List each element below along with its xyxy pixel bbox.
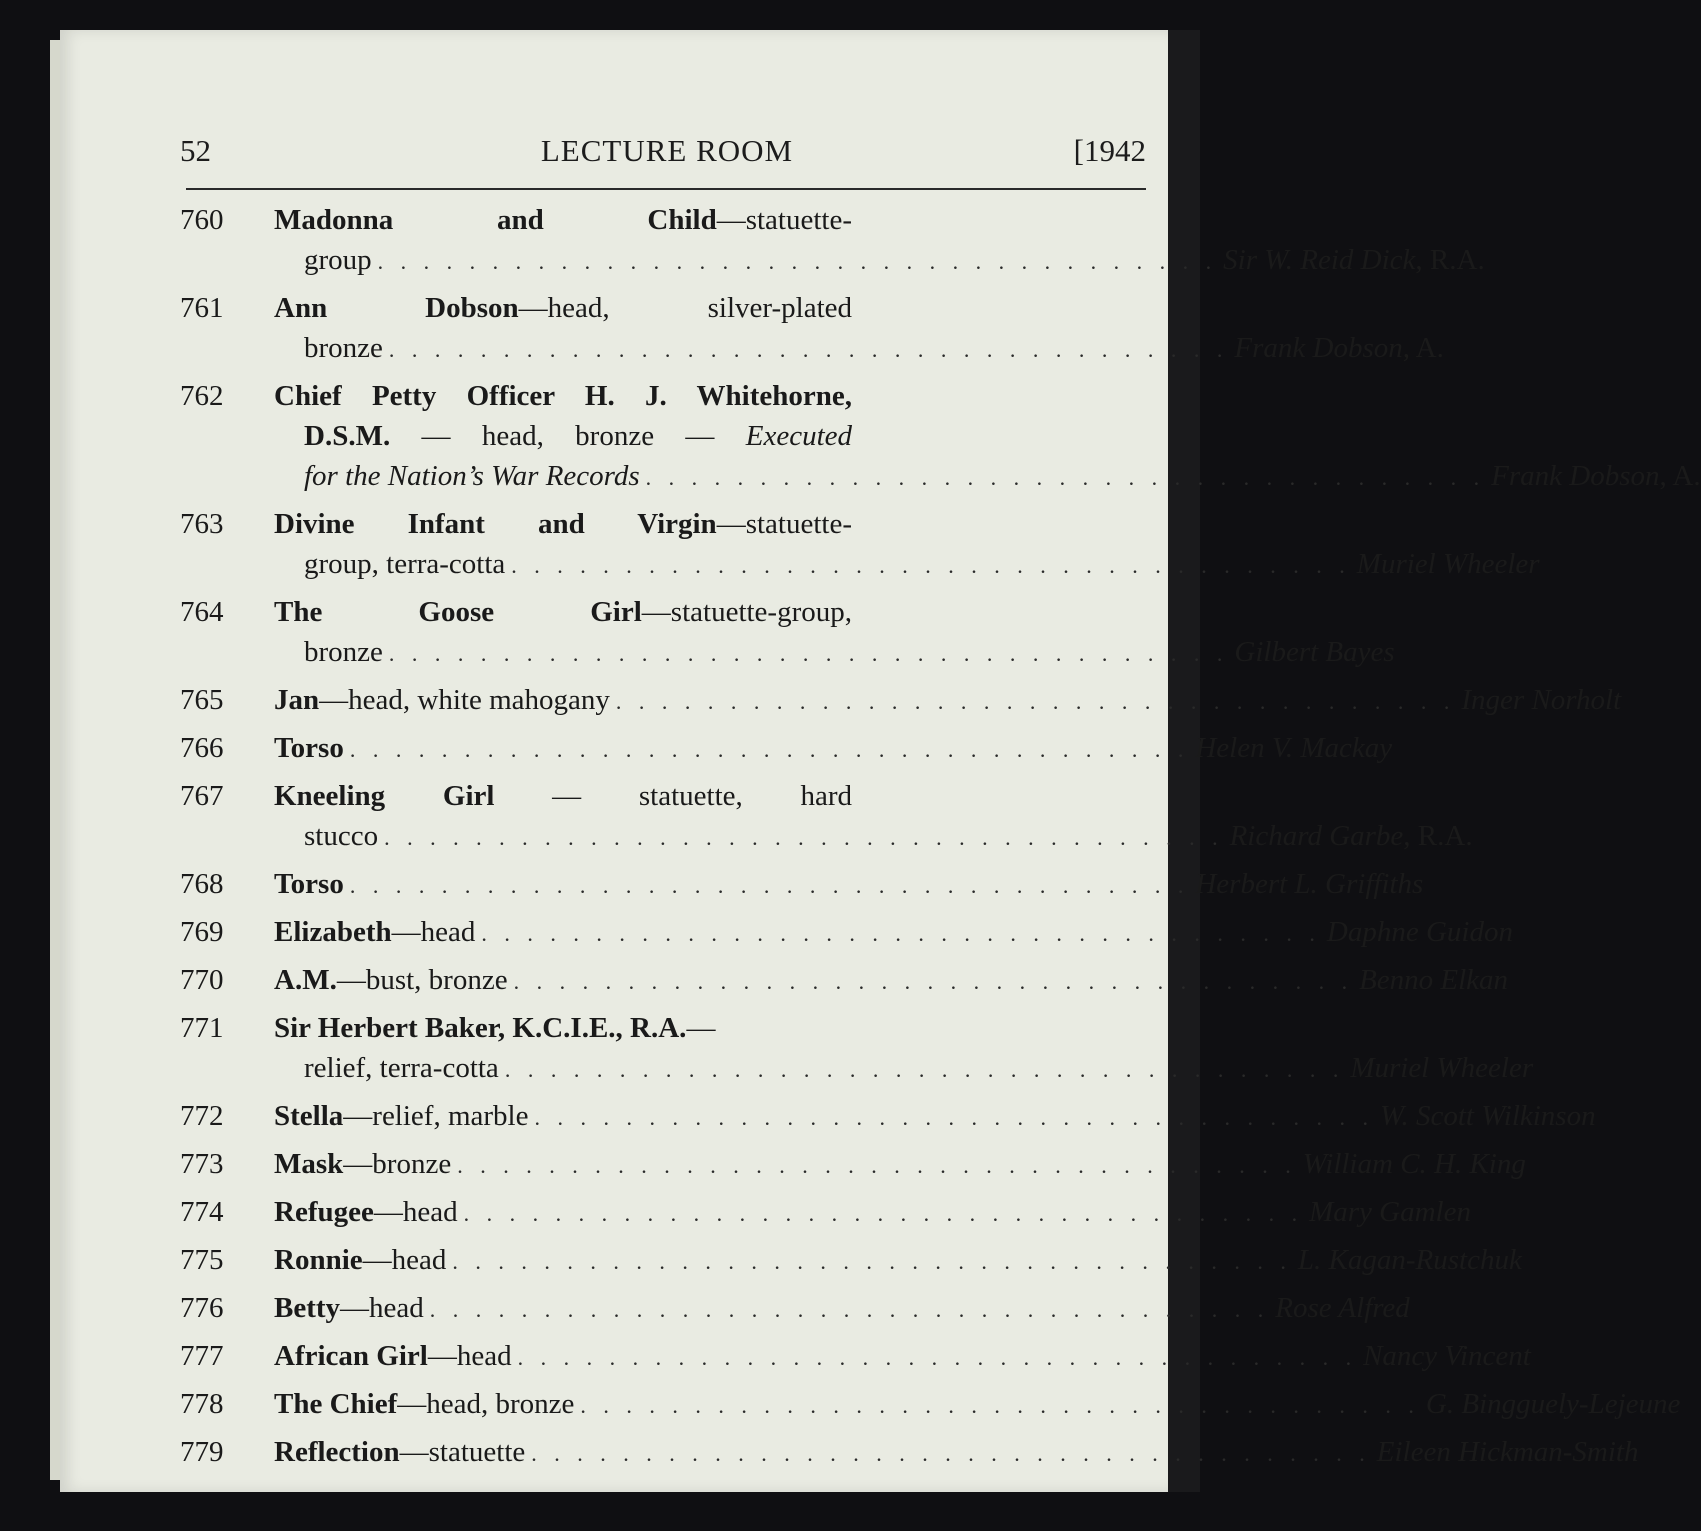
entry-title: The Goose Girl	[274, 596, 642, 628]
entry-number: 762	[180, 380, 224, 412]
entry-artist: Richard Garbe	[1229, 820, 1404, 852]
page-header	[180, 133, 1146, 173]
entry-title: Ronnie	[274, 1244, 363, 1276]
dot-leader: . . . . . . . . . . . . . . . . . . . . . . . . . . . . . . . . . . . . .	[457, 1153, 1297, 1178]
catalogue-entry	[180, 1240, 1522, 1282]
entry-title: A.M.	[274, 964, 337, 996]
entry-continuation: for the Nation’s War Records	[304, 460, 640, 492]
entry-description: —statuette-	[716, 508, 852, 540]
entry-title: Divine Infant and Virgin	[274, 508, 717, 540]
entry-title: African Girl	[274, 1340, 428, 1372]
page-number: 52	[180, 133, 211, 168]
entry-title: Betty	[274, 1292, 341, 1324]
dot-leader: . . . . . . . . . . . . . . . . . . . . . . . . . . . . . . . . . . . . .	[429, 1297, 1270, 1322]
dot-leader: . . . . . . . . . . . . . . . . . . . . . . . . . . . . . . . . . . . . .	[349, 737, 1190, 762]
catalogue-entry	[180, 1192, 1471, 1234]
entry-number: 761	[180, 292, 224, 324]
entry-artist: Nancy Vincent	[1363, 1340, 1531, 1372]
entry-artist-suffix: , R.A.	[1403, 820, 1473, 852]
entry-artist: Herbert L. Griffiths	[1195, 868, 1424, 900]
entry-number: 777	[180, 1340, 224, 1372]
entry-continuation: bronze	[304, 332, 383, 364]
entry-artist: G. Bingguely-Lejeune	[1425, 1388, 1681, 1420]
catalogue-entry	[180, 376, 1701, 498]
page-year: [1942	[1073, 133, 1146, 168]
entry-continuation: relief, terra-cotta	[304, 1052, 499, 1084]
entry-honour: D.S.M.	[304, 420, 391, 452]
entry-number: 772	[180, 1100, 224, 1132]
entry-description: —	[686, 1012, 716, 1044]
entry-number: 778	[180, 1388, 224, 1420]
header-rule	[186, 188, 1146, 190]
catalogue-entry	[180, 288, 1444, 370]
entry-description: —head	[340, 1292, 424, 1324]
entry-description: —head	[391, 916, 476, 948]
entry-title-line	[274, 200, 852, 240]
entry-continuation: group	[304, 244, 372, 276]
entry-artist: Gilbert Bayes	[1234, 636, 1395, 668]
entry-title: Stella	[274, 1100, 344, 1132]
catalogue-entry	[180, 1288, 1410, 1330]
catalogue-entry	[180, 1008, 1534, 1090]
entry-artist-suffix: , A.	[1659, 460, 1701, 492]
catalogue-entry	[180, 680, 1622, 722]
dot-leader: . . . . . . . . . . . . . . . . . . . . . . . . . . . . . . . . . . . . .	[377, 249, 1218, 274]
entry-number: 769	[180, 916, 224, 948]
entry-title-line-2	[304, 416, 852, 456]
dot-leader: . . . . . . . . . . . . . . . . . . . . . . . . . . . . . . . . . . . . .	[388, 337, 1229, 362]
entry-description: —bust, bronze	[336, 964, 508, 996]
entry-artist: Frank Dobson	[1491, 460, 1660, 492]
dot-leader: . . . . . . . . . . . . . . . . . . . . . . . . . . . . . . . . . . . . .	[531, 1441, 1371, 1466]
dot-leader: . . . . . . . . . . . . . . . . . . . . . . . . . . . . . . . . . . . . .	[463, 1201, 1304, 1226]
entry-number: 763	[180, 508, 224, 540]
catalogue-entry	[180, 728, 1393, 770]
entry-number: 765	[180, 684, 224, 716]
catalogue-entry	[180, 960, 1509, 1002]
entry-number: 766	[180, 732, 224, 764]
entry-artist: Frank Dobson	[1234, 332, 1403, 364]
entry-artist: William C. H. King	[1302, 1148, 1526, 1180]
entry-description: — head, bronze —	[390, 420, 746, 452]
entry-number: 764	[180, 596, 224, 628]
catalogue-entry	[180, 912, 1513, 954]
entry-description: —head, silver-plated	[518, 292, 853, 324]
catalogue-entry	[180, 1096, 1596, 1138]
entry-description: —relief, marble	[343, 1100, 529, 1132]
dot-leader: . . . . . . . . . . . . . . . . . . . . . . . . . . . . . . . . . . . . .	[452, 1249, 1292, 1274]
entry-number: 760	[180, 204, 224, 236]
entry-title: Torso	[274, 732, 344, 764]
entry-title-line	[274, 288, 852, 328]
catalogue-entry	[180, 504, 1540, 586]
entry-number: 779	[180, 1436, 224, 1468]
catalogue-entry	[180, 776, 1473, 858]
catalogue-entry	[180, 200, 1485, 282]
entry-artist: Mary Gamlen	[1309, 1196, 1471, 1228]
catalogue-entry	[180, 864, 1424, 906]
entry-artist: Eileen Hickman-Smith	[1376, 1436, 1639, 1468]
dot-leader: . . . . . . . . . . . . . . . . . . . . . . . . . . . . . . . . . . . . .	[349, 873, 1190, 898]
entry-description: —bronze	[343, 1148, 452, 1180]
entry-title: Jan	[274, 684, 320, 716]
catalogue-entries	[180, 200, 1701, 1480]
entry-title: The Chief	[274, 1388, 398, 1420]
entry-number: 767	[180, 780, 224, 812]
entry-description: —head	[362, 1244, 447, 1276]
entry-artist: Daphne Guidon	[1326, 916, 1513, 948]
entry-artist-suffix: , A.	[1402, 332, 1444, 364]
entry-artist: Sir W. Reid Dick	[1223, 244, 1416, 276]
entry-description: — statuette, hard	[494, 780, 852, 812]
entry-title-line	[274, 776, 852, 816]
dot-leader: . . . . . . . . . . . . . . . . . . . . . . . . . . . . . . . . . . . . .	[388, 641, 1229, 666]
entry-number: 775	[180, 1244, 224, 1276]
catalogue-entry	[180, 1432, 1639, 1474]
entry-description: —statuette	[399, 1436, 526, 1468]
entry-artist: L. Kagan-Rustchuk	[1297, 1244, 1522, 1276]
entry-title: Torso	[274, 868, 344, 900]
entry-title: Kneeling Girl	[274, 780, 495, 812]
catalogue-entry	[180, 1336, 1531, 1378]
entry-title-line	[274, 504, 852, 544]
entry-artist: Muriel Wheeler	[1356, 548, 1540, 580]
entry-title: Ann Dobson	[274, 292, 519, 324]
entry-artist: W. Scott Wilkinson	[1379, 1100, 1596, 1132]
entry-continuation: group, terra-cotta	[304, 548, 506, 580]
entry-artist: Benno Elkan	[1359, 964, 1509, 996]
dot-leader: . . . . . . . . . . . . . . . . . . . . . . . . . . . . . . . . . . . . .	[645, 465, 1486, 490]
entry-title: Elizabeth	[274, 916, 392, 948]
entry-description: —head	[373, 1196, 458, 1228]
entry-title: Reflection	[274, 1436, 400, 1468]
entry-artist: Inger Norholt	[1461, 684, 1622, 716]
entry-note: Executed	[745, 420, 852, 452]
entry-description: —head, bronze	[397, 1388, 575, 1420]
catalogue-entry	[180, 592, 1395, 674]
dot-leader: . . . . . . . . . . . . . . . . . . . . . . . . . . . . . . . . . . . . .	[504, 1057, 1345, 1082]
page-title: LECTURE ROOM	[540, 133, 794, 168]
entry-title: Madonna and Child	[274, 204, 717, 236]
entry-number: 770	[180, 964, 224, 996]
entry-description: —statuette-group,	[641, 596, 852, 628]
entry-description: —head	[427, 1340, 512, 1372]
entry-continuation: bronze	[304, 636, 383, 668]
entry-number: 776	[180, 1292, 224, 1324]
dot-leader: . . . . . . . . . . . . . . . . . . . . . . . . . . . . . . . . . . . . .	[534, 1105, 1374, 1130]
catalogue-entry	[180, 1144, 1526, 1186]
entry-title: Chief Petty Officer H. J. Whitehorne,	[274, 380, 852, 412]
dot-leader: . . . . . . . . . . . . . . . . . . . . . . . . . . . . . . . . . . . . .	[513, 969, 1354, 994]
entry-number: 768	[180, 868, 224, 900]
dot-leader: . . . . . . . . . . . . . . . . . . . . . . . . . . . . . . . . . . . . .	[580, 1393, 1420, 1418]
entry-title-line	[274, 1008, 852, 1048]
entry-title-line	[274, 376, 852, 416]
entry-description: —head, white mahogany	[319, 684, 610, 716]
entry-artist-suffix: , R.A.	[1415, 244, 1485, 276]
dot-leader: . . . . . . . . . . . . . . . . . . . . . . . . . . . . . . . . . . . . .	[384, 825, 1224, 850]
entry-title-line	[274, 592, 852, 632]
entry-description: —statuette-	[716, 204, 852, 236]
entry-continuation: stucco	[304, 820, 379, 852]
dot-leader: . . . . . . . . . . . . . . . . . . . . . . . . . . . . . . . . . . . . .	[615, 689, 1456, 714]
entry-title: Sir Herbert Baker, K.C.I.E., R.A.	[274, 1012, 687, 1044]
dot-leader: . . . . . . . . . . . . . . . . . . . . . . . . . . . . . . . . . . . . .	[481, 921, 1321, 946]
entry-title: Refugee	[274, 1196, 374, 1228]
entry-artist: Muriel Wheeler	[1350, 1052, 1534, 1084]
entry-title: Mask	[274, 1148, 344, 1180]
entry-number: 771	[180, 1012, 224, 1044]
dot-leader: . . . . . . . . . . . . . . . . . . . . . . . . . . . . . . . . . . . . .	[517, 1345, 1358, 1370]
dot-leader: . . . . . . . . . . . . . . . . . . . . . . . . . . . . . . . . . . . . .	[511, 553, 1351, 578]
entry-artist: Rose Alfred	[1275, 1292, 1410, 1324]
catalogue-entry	[180, 1384, 1681, 1426]
entry-number: 773	[180, 1148, 224, 1180]
entry-number: 774	[180, 1196, 224, 1228]
entry-artist: Helen V. Mackay	[1195, 732, 1393, 764]
